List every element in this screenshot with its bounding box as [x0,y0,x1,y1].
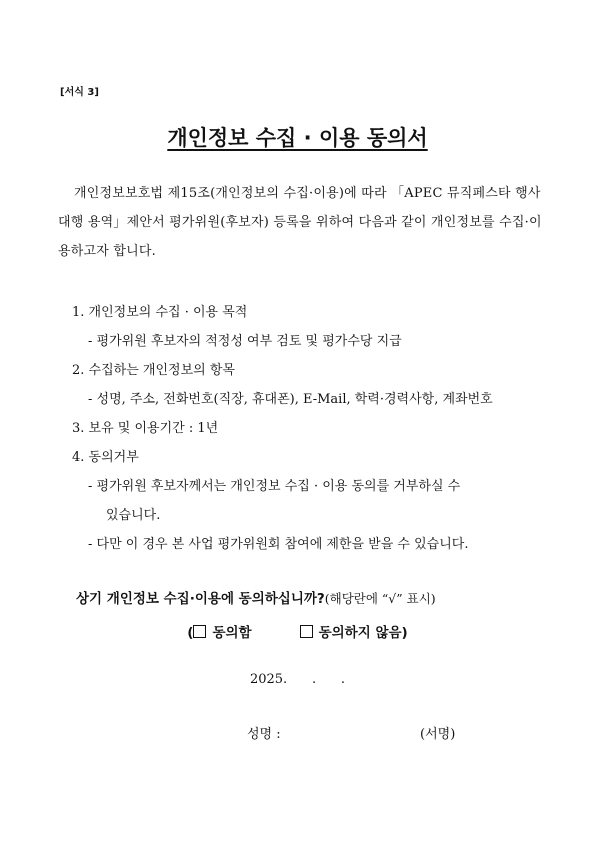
signature-mark: (서명) [420,727,456,742]
document-title: 개인정보 수집 · 이용 동의서 [167,126,428,150]
section-2-item: - 성명, 주소, 전화번호(직장, 휴대폰), E-Mail, 학력·경력사항, 계좌번호 [88,392,493,407]
section-4-title: 4. 동의거부 [72,450,139,465]
section-4-item-1-line-2: 있습니다. [106,508,161,523]
consent-question: 상기 개인정보 수집·이용에 동의하십니까? [76,591,325,607]
intro-paragraph: 개인정보보호법 제15조(개인정보의 수집·이용)에 따라 「APEC 뮤직페스타 행사 대행 용역」제안서 평가위원(후보자) 등록을 위하여 다음과 같이 개인정보를 수집·이용하고자 합니다. [58,186,542,259]
section-1-item: - 평가위원 후보자의 적정성 여부 검토 및 평가수당 지급 [88,334,402,349]
section-1-title: 1. 개인정보의 수집 · 이용 목적 [72,305,248,320]
document-title-wrap [0,122,595,152]
consent-choices [0,621,595,641]
agree-label: 동의함 [212,625,252,641]
disagree-checkbox[interactable] [300,625,313,638]
section-2-title: 2. 수집하는 개인정보의 항목 [72,363,235,378]
signature-name-label: 성명 : [247,727,281,742]
section-4-item-2: - 다만 이 경우 본 사업 평가위원회 참여에 제한을 받을 수 있습니다. [88,537,469,552]
agree-checkbox[interactable] [193,625,206,638]
close-paren: ) [401,625,408,641]
section-4-item-1-line-1: - 평가위원 후보자께서는 개인정보 수집 · 이용 동의를 거부하실 수 [88,479,461,494]
date-field: 2025. . . [249,672,346,687]
consent-question-line [76,587,436,607]
disagree-label: 동의하지 않음 [318,625,402,641]
form-number: [서식 3] [60,87,99,98]
open-paren: ( [187,625,194,641]
section-3-title: 3. 보유 및 이용기간 : 1년 [72,421,219,436]
consent-note: (해당란에 “√” 표시) [324,591,436,606]
